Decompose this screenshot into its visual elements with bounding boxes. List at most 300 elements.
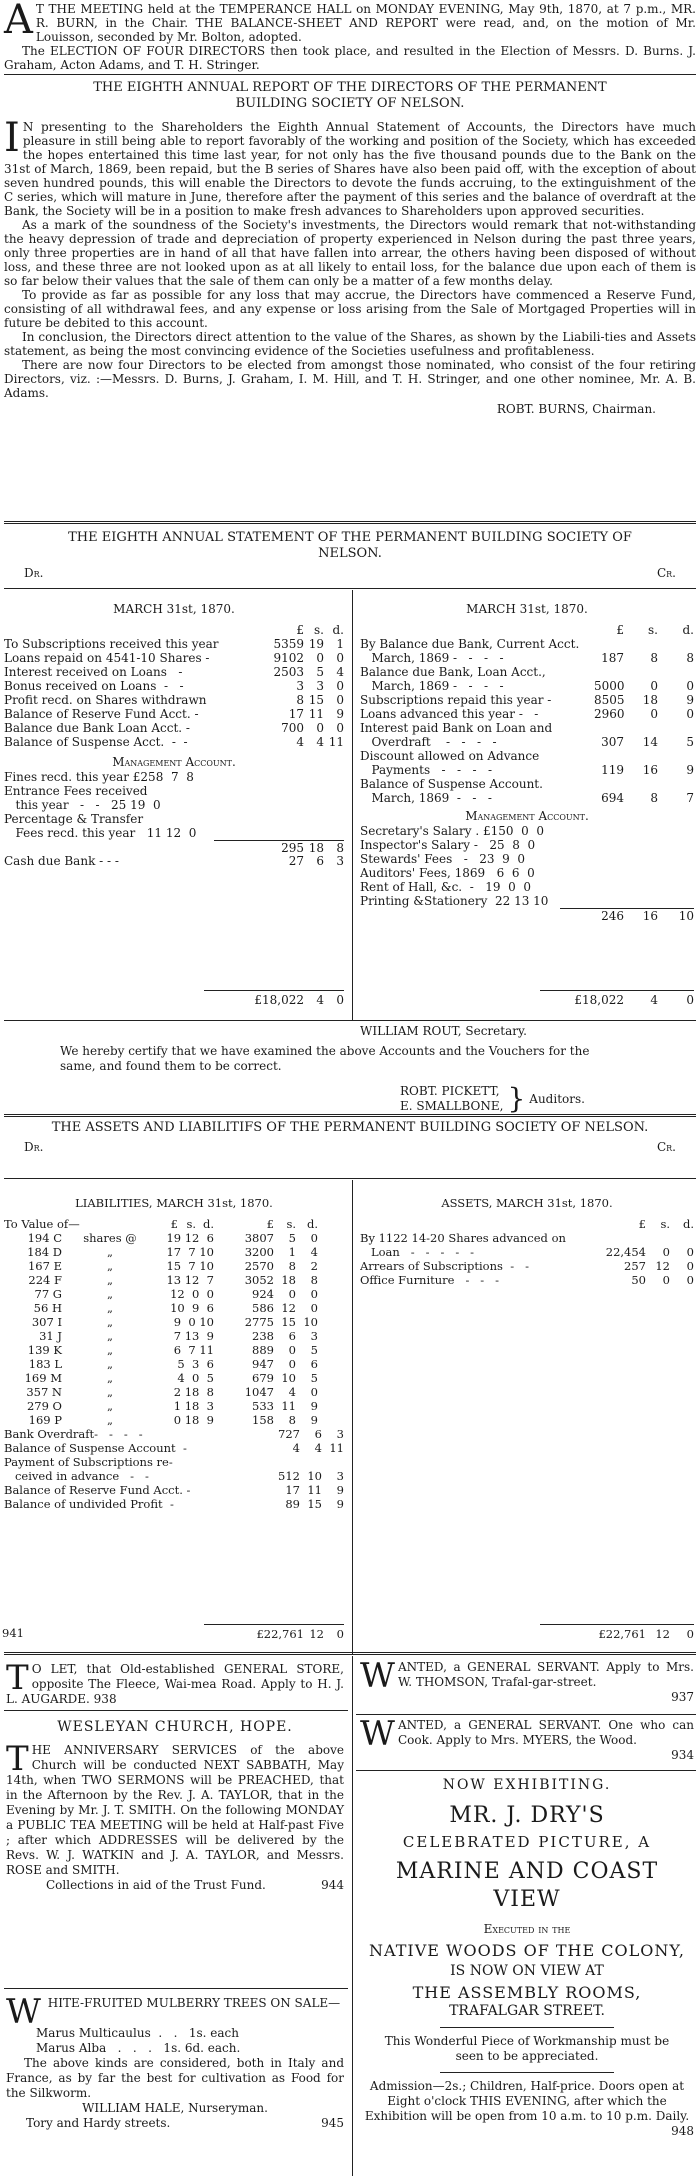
entry-label: Overdraft - - - - [360,735,497,749]
entry-label: By Balance due Bank, Current Acct. [360,637,580,651]
amount: 0 [310,1385,318,1399]
amount: 2570 [244,1259,274,1273]
debit-label: Dr. [24,566,44,580]
ad-heading: MARINE AND COAST VIEW [395,1859,659,1912]
credit-label: Cr. [656,566,676,580]
amount [624,749,658,763]
amount: 12 [655,1259,670,1273]
ledger-row [360,880,694,894]
report-title: THE EIGHTH ANNUAL REPORT OF THE DIRECTORS OF THE PERMANENT BUILDING SOCIETY OF NELSON. [93,80,607,111]
amount: 727 [278,1427,300,1441]
amount: 295 [281,841,304,855]
statement-title: THE EIGHTH ANNUAL STATEMENT OF THE PERMANENT BUILDING SOCIETY OF NELSON. [68,530,632,561]
amount: 3052 [244,1273,274,1287]
column-divider [352,590,353,1020]
entry-label: Fees recd. this year 11 12 0 [4,826,197,840]
amount: 6 [310,1357,318,1371]
amount: 0 [662,1245,670,1259]
assets-total [360,1624,694,1641]
amount: 8 [310,1273,318,1287]
ledger-row [360,749,694,763]
ad-ref: 945 [321,2116,344,2130]
ledger-row [360,852,694,866]
amount: 0 [336,993,344,1007]
amount: 0 [650,707,658,721]
amount: 512 [278,1469,300,1483]
amount: 6 [314,1427,322,1441]
ledger-row [4,679,344,693]
amount: 9 [686,693,694,707]
entry-label: Balance of Reserve Fund Acct. - [4,1483,191,1497]
drop-cap: T [6,1739,29,1779]
amount: 0 [310,1231,318,1245]
share-unit: „ [107,1413,113,1427]
amount: 17 [288,707,304,721]
ad-item: Marus Multicaulus . . 1s. each [36,2026,239,2040]
debit-total [4,990,344,1007]
amount: 9 [336,707,344,721]
share-count: 224 F [28,1273,62,1287]
share-row [4,1413,344,1427]
share-row [4,1399,344,1413]
liabilities-total [2,1624,344,1641]
amount: 2775 [244,1315,274,1329]
share-unit: „ [107,1301,113,1315]
ad-text: Executed in the [483,1922,571,1936]
share-row [4,1273,344,1287]
share-value: 2 18 8 [173,1385,214,1399]
ledger-row [4,812,344,826]
entry-label: By 1122 14-20 Shares advanced on [360,1231,566,1245]
ledger-row [360,894,694,908]
amount: 1047 [244,1385,274,1399]
ad-text: O LET, that Old-established GENERAL STORE, opposite The Fleece, Wai-mea Road. Apply to H. J. L. AUGARDE. 938 [6,1662,344,1706]
amount: 5000 [594,679,625,693]
share-row [4,1371,344,1385]
ledger-row [360,777,694,791]
amount: 3 [316,679,324,693]
amount [596,1231,646,1245]
entry-label: Balance of undivided Profit - [4,1497,174,1511]
share-row [4,1343,344,1357]
share-unit: „ [107,1399,113,1413]
amount [304,770,324,784]
auditor-name: E. SMALLBONE, [400,1099,504,1113]
entry-label: Stewards' Fees - 23 9 0 [360,852,526,866]
share-count: 169 P [28,1413,62,1427]
ad-heading: MR. J. DRY'S [449,1803,605,1828]
amount [594,777,624,791]
drop-cap: T [6,1658,29,1698]
credit-total [360,990,694,1007]
amount: 9 [686,763,694,777]
entry-label: Interest received on Loans - [4,665,183,679]
amount: 4 [310,1245,318,1259]
pence-header: d. [332,623,344,637]
amount: 0 [316,721,324,735]
ad-text: HE ANNIVERSARY SERVICES of the above Church will be conducted NEXT SABBATH, May 14th, when TWO SERMONS will be PREACHED, that in the Afternoon by the Rev. J. A. TAYLOR, that in the Evening by Mr. J. T. SMITH. On the following MONDAY a PUBLIC TEA MEETING will be held at Half-past Five ; after which ADDRESSES will be delivered by the Revs. W. J. WATKIN and J. A. TAYLOR, and Messrs. ROSE and SMITH. [6,1743,344,1877]
amount: 8 [336,841,344,855]
church-ad [6,1720,344,1893]
entry-label: Percentage & Transfer [4,812,144,826]
pound-header: £ [296,623,304,637]
drop-cap: A [4,0,33,43]
entry-label: Balance due Bank, Loan Acct., [360,665,546,679]
report-paragraph: In conclusion, the Directors direct attention to the value of the Shares, as shown by the Liabili-ties and Assets statement, as being the most convincing evidence of the Societies usefulness and profitableness. [4,330,696,358]
amount: 3200 [244,1245,274,1259]
amount: £18,022 [254,993,304,1007]
amount [594,665,624,679]
ad-address: Tory and Hardy streets. [26,2116,171,2130]
share-count: 183 L [28,1357,62,1371]
amount: 4 [292,1441,300,1455]
amount: 9 [336,1483,344,1497]
share-value: 17 7 10 [166,1245,214,1259]
entry-label: To Value of— [4,1217,80,1231]
amount: 15 [281,1315,296,1329]
share-unit: shares @ [83,1231,137,1245]
ledger-row [360,651,694,665]
amount: 18 [281,1273,296,1287]
share-value: 9 0 10 [173,1315,214,1329]
amount: 8505 [594,693,625,707]
amount: £22,761 [256,1627,304,1641]
amount: 0 [686,993,694,1007]
amount: 0 [336,679,344,693]
entry-label: Bank Overdraft- - - - [4,1427,143,1441]
amount: 8 [288,1259,296,1273]
ad-ref: 937 [671,1690,694,1704]
amount: 12 [655,1627,670,1641]
ledger-row [4,637,344,651]
amount [324,770,344,784]
debit-label: Dr. [24,1140,44,1154]
ad-text: Admission—2s.; Children, Half-price. Doors open at Eight o'clock THIS EVENING, after which the Exhibition will be open from 10 a.m. to 10 p.m. Daily. [364,2079,690,2123]
amount [624,721,658,735]
amount [624,637,658,651]
amount: 12 [281,1301,296,1315]
pence-header: d. [202,1217,214,1231]
amount: 10 [307,1469,322,1483]
divider [4,1020,696,1021]
amount: 10 [303,1315,318,1329]
amount: 9 [336,1497,344,1511]
column-divider [352,1180,353,1655]
amount [324,812,344,826]
entry-label: Entrance Fees received [4,784,148,798]
shilling-header: s. [660,1217,670,1231]
auditor-name: ROBT. PICKETT, [400,1084,500,1098]
share-value: 0 18 9 [173,1413,214,1427]
amount: 7 [686,791,694,805]
ad-heading: NATIVE WOODS OF THE COLONY, [369,1941,685,1960]
ad-ref: 934 [671,1748,694,1762]
amount: 18 [642,693,658,707]
amount: 18 [308,841,324,855]
share-value: 12 0 0 [170,1287,214,1301]
assets-section [4,1120,696,1155]
amount [594,637,624,651]
ledger-row [360,637,694,651]
assets-column [360,1196,694,1287]
column-heading: LIABILITIES, MARCH 31st, 1870. [75,1196,273,1210]
share-row [4,1287,344,1301]
entry-label: Auditors' Fees, 1869 6 6 0 [360,866,535,880]
ad-text: ANTED, a GENERAL SERVANT. Apply to Mrs. W. THOMSON, Trafal-gar-street. [397,1660,694,1689]
amount: 5 [310,1343,318,1357]
pound-header: £ [170,1217,178,1231]
amount: 4 [314,1441,322,1455]
share-count: 307 I [31,1315,62,1329]
amount [658,749,694,763]
column-heading: ASSETS, MARCH 31st, 1870. [441,1196,613,1210]
ad-ref: 941 [2,1626,24,1640]
amount: 307 [601,735,624,749]
amount: 0 [316,651,324,665]
share-unit: „ [107,1245,113,1259]
report-paragraph: To provide as far as possible for any loss that may accrue, the Directors have commenced a Reserve Fund, consisting of all withdrawal fees, and any expense or loss arising from the Sale of Mortgaged Properties will in future be debited to this account. [4,288,696,330]
amount: 12 [309,1627,324,1641]
amount: 238 [252,1329,274,1343]
amount: 0 [686,1627,694,1641]
amount [262,784,304,798]
share-row [4,1357,344,1371]
amount: 8 [686,651,694,665]
entry-label: ceived in advance - - [4,1469,149,1483]
ledger-row [360,693,694,707]
amount: 5 [310,1371,318,1385]
servant-ad [360,1656,694,1705]
share-value: 10 9 6 [170,1301,214,1315]
ledger-row [4,693,344,707]
ledger-row [4,1427,344,1441]
amount: 0 [336,651,344,665]
ledger-row [4,721,344,735]
entry-label: Discount allowed on Advance [360,749,540,763]
entry-label: Inspector's Salary - 25 8 0 [360,838,536,852]
share-value: 1 18 3 [173,1399,214,1413]
divider [4,1988,348,1989]
ledger-row [4,665,344,679]
amount: 924 [252,1287,274,1301]
amount [262,798,304,812]
statement-debit [4,602,344,868]
amount [658,777,694,791]
amount: £18,022 [574,993,624,1007]
amount: 15 [308,693,324,707]
amount: 10 [281,1371,296,1385]
amount: 0 [336,721,344,735]
amount: 0 [686,679,694,693]
ledger-row [4,784,344,798]
entry-label: Cash due Bank - - - [4,854,119,868]
share-count: 167 E [27,1259,62,1273]
amount [300,1455,322,1469]
ledger-row [360,721,694,735]
ledger-row [360,735,694,749]
amount [304,826,324,840]
share-row [4,1231,344,1245]
share-unit: „ [107,1315,113,1329]
liabilities-column [4,1196,344,1511]
drop-cap: W [6,1992,41,2032]
auditors-block: ROBT. PICKETT, E. SMALLBONE, } Auditors. [400,1082,585,1115]
divider [4,1710,348,1711]
share-count: 184 D [27,1245,62,1259]
amount: 5 [288,1231,296,1245]
entry-label: Balance of Suspense Account. [360,777,543,791]
management-heading: Management Account. [112,755,236,769]
ledger-row [360,1259,694,1273]
assets-title: THE ASSETS AND LIABILITIFS OF THE PERMANENT BUILDING SOCIETY OF NELSON. [51,1120,649,1135]
entry-label: Fines recd. this year £258 7 8 [4,770,194,784]
amount: 4 [336,665,344,679]
column-heading: MARCH 31st, 1870. [466,602,588,616]
to-let-ad [6,1658,344,1707]
amount: 2503 [273,665,304,679]
amount: 19 [308,637,324,651]
amount [262,770,304,784]
amount: 11 [328,735,344,749]
amount: 11 [329,1441,344,1455]
drop-cap: W [360,1714,395,1754]
ledger-row [360,866,694,880]
entry-label: Secretary's Salary . £150 0 0 [360,824,545,838]
amount: 0 [288,1357,296,1371]
entry-label: Profit recd. on Shares withdrawn [4,693,207,707]
column-heading: MARCH 31st, 1870. [113,602,235,616]
amount: 2 [310,1259,318,1273]
amount: 0 [288,1343,296,1357]
amount [240,1455,300,1469]
amount: 22,454 [605,1245,646,1259]
entry-label: To Subscriptions received this year [4,637,219,651]
pence-header: d. [682,623,694,637]
amount [324,784,344,798]
election-paragraph: The ELECTION OF FOUR DIRECTORS then took place, and resulted in the Election of Messrs. D. Burns. J. Graham, Acton Adams, and T. H. Stringer. [4,44,696,72]
shilling-header: s. [286,1217,296,1231]
amount: 694 [601,791,624,805]
share-value: 4 0 5 [177,1371,214,1385]
share-row [4,1315,344,1329]
share-unit: „ [107,1273,113,1287]
amount [624,777,658,791]
amount: 1 [336,637,344,651]
amount [658,665,694,679]
share-unit: „ [107,1329,113,1343]
amount: 15 [307,1497,322,1511]
amount [304,798,324,812]
amount: 158 [252,1413,274,1427]
amount: 11 [308,707,324,721]
amount: 50 [631,1273,646,1287]
amount: 5 [686,735,694,749]
entry-label: Payment of Subscriptions re- [4,1455,173,1469]
share-row [4,1301,344,1315]
divider [4,588,696,589]
amount: 8 [296,693,304,707]
amount [262,812,304,826]
ledger-row [4,798,344,812]
amount: 9 [310,1413,318,1427]
meeting-paragraph: T THE MEETING held at the TEMPERANCE HALL on MONDAY EVENING, May 9th, 1870, at 7 p.m., MR. R. BURN, in the Chair. THE BALANCE-SHEET AND REPORT were read, and, on the motion of Mr. Louisson, seconded by Mr. Bolton, adopted. [35,2,696,44]
amount: 5 [316,665,324,679]
share-row [4,1259,344,1273]
share-count: 194 C [27,1231,62,1245]
amount [322,1455,344,1469]
report-paragraph: N presenting to the Shareholders the Eighth Annual Statement of Accounts, the Directors have much pleasure in still being able to report favorably of the working and position of the Society, which has exceeded the hopes entertained this time last year, for not only has the five thousand pounds due to the Bank on the 31st of March, 1869, been repaid, but the B series of Shares have also been paid off, with the exception of about seven hundred pounds, this will enable the Directors to devote the funds accruing, to the extinguishment of the C series, which will mature in June, therefore after the payment of this series and the balance of overdraft at the Bank, the Society will be in a position to make fresh advances to Shareholders upon approved securities. [4,120,696,218]
ledger-row [4,1469,344,1483]
ledger-row [4,707,344,721]
amount: 3 [296,679,304,693]
amount: 0 [662,1273,670,1287]
entry-label: Subscriptions repaid this year - [360,693,552,707]
ad-heading: WESLEYAN CHURCH, HOPE. [57,1719,293,1735]
ad-name: WILLIAM HALE, Nurseryman. [82,2101,268,2115]
share-row [4,1329,344,1343]
amount: 1 [288,1245,296,1259]
statement-credit [360,602,694,922]
auditors-label: Auditors. [529,1091,585,1106]
amount: 0 [336,1627,344,1641]
pound-header: £ [266,1217,274,1231]
entry-label: Loan - - - - - [360,1245,475,1259]
amount: 4 [316,993,324,1007]
ledger-row [4,651,344,665]
entry-label: Rent of Hall, &c. - 19 0 0 [360,880,532,894]
amount: 2960 [594,707,625,721]
ad-text: ANTED, a GENERAL SERVANT. One who can Cook. Apply to Mrs. MYERS, the Wood. [397,1718,694,1747]
amount [658,637,694,651]
ad-item: Marus Alba . . . 1s. 6d. each. [36,2041,241,2055]
amount: 4 [296,735,304,749]
ad-heading: HITE-FRUITED MULBERRY TREES ON SALE— [47,1996,341,2010]
share-value: 7 13 9 [173,1329,214,1343]
amount: 3 [336,1427,344,1441]
share-unit: „ [107,1385,113,1399]
ad-heading: NOW EXHIBITING. [442,1777,612,1793]
annual-report [4,80,696,416]
amount: 9 [310,1399,318,1413]
divider [4,1114,696,1117]
amount: 0 [686,1273,694,1287]
amount: 0 [310,1301,318,1315]
ad-text: IS NOW ON VIEW AT [450,1963,604,1979]
ad-text: This Wonderful Piece of Workmanship must be seen to be appreciated. [384,2034,670,2063]
amount: 8 [650,791,658,805]
amount: 3 [336,1469,344,1483]
share-unit: „ [107,1357,113,1371]
entry-label: Printing &Stationery 22 13 10 [360,894,549,908]
divider [4,1178,696,1179]
ad-footnote: Collections in aid of the Trust Fund. [46,1878,266,1892]
credit-label: Cr. [656,1140,676,1154]
amount: 0 [288,1287,296,1301]
amount: £22,761 [598,1627,646,1641]
ledger-row [360,1273,694,1287]
column-divider [352,1656,353,2176]
entry-label: Loans repaid on 4541-10 Shares - [4,651,210,665]
management-heading: Management Account. [465,809,589,823]
amount: 3 [336,854,344,868]
shilling-header: s. [186,1217,196,1231]
share-row [4,1385,344,1399]
ad-ref: 944 [321,1878,344,1892]
entry-label: Loans advanced this year - - [360,707,539,721]
amount: 3 [310,1329,318,1343]
amount: 17 [285,1483,300,1497]
shilling-header: s. [648,623,658,637]
